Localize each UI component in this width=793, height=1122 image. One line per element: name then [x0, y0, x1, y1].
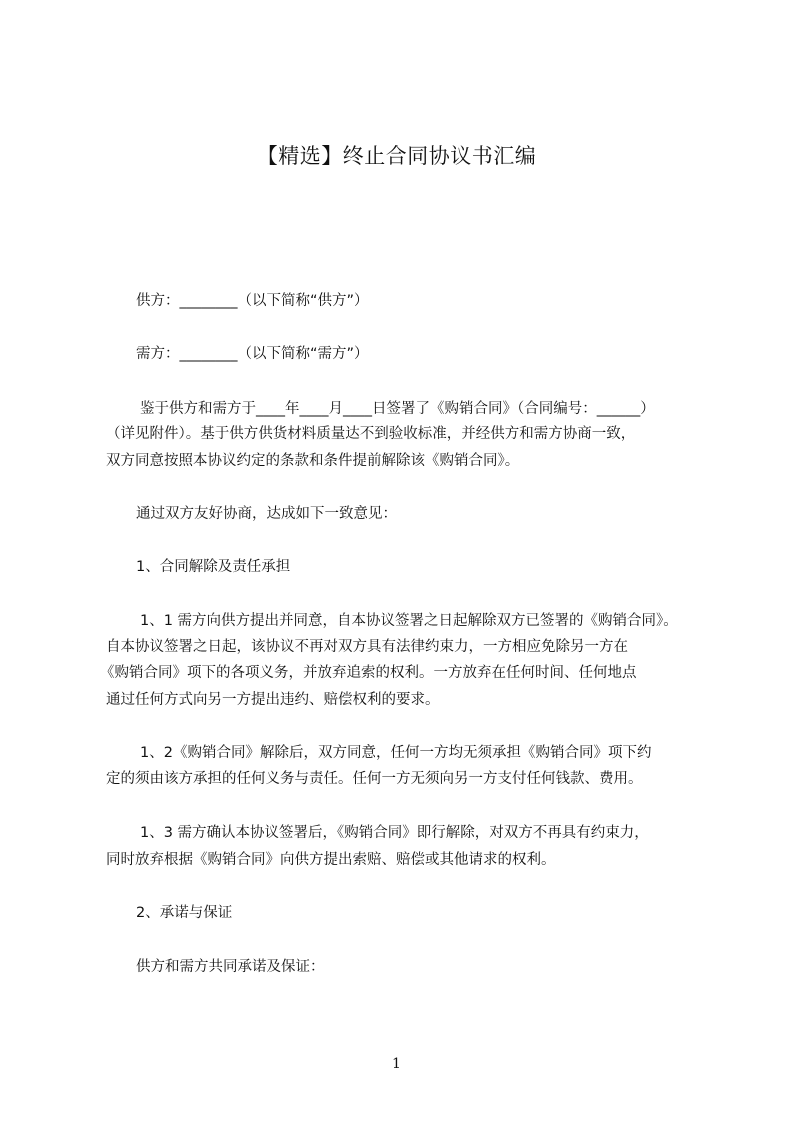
recital-line-3: 双方同意按照本协议约定的条款和条件提前解除该《购销合同》。	[106, 453, 520, 469]
clause-1-2-line-2: 定的须由该方承担的任何义务与责任。任何一方无须向另一方支付任何钱款、费用。	[106, 771, 643, 787]
recital-line-2: （详见附件）。基于供方供货材料质量达不到验收标准，并经供方和需方协商一致，	[106, 426, 636, 442]
section-2-heading: 2、承诺与保证	[136, 905, 233, 921]
clause-1-1-line-1: 1、1 需方向供方提出并同意，自本协议签署之日起解除双方已签署的《购销合同》。	[140, 613, 678, 629]
page-number: 1	[392, 1056, 401, 1072]
clause-1-3-line-1: 1、3 需方确认本协议签署后，《购销合同》即行解除，对双方不再具有约束力，	[140, 825, 649, 841]
clause-1-2-line-1: 1、2《购销合同》解除后，双方同意，任何一方均无须承担《购销合同》项下约	[140, 745, 652, 761]
document-title: 【精选】终止合同协议书汇编	[256, 144, 537, 168]
recital-line-1: 鉴于供方和需方于____年____月____日签署了《购销合同》（合同编号：______）	[140, 401, 655, 417]
party-buyer-line: 需方：________（以下简称“需方”）	[136, 346, 369, 362]
clause-1-1-line-2: 自本协议签署之日起，该协议不再对双方具有法律约束力，一方相应免除另一方在	[106, 639, 628, 655]
commitment-intro-line: 供方和需方共同承诺及保证：	[136, 959, 325, 975]
section-1-heading: 1、合同解除及责任承担	[136, 559, 291, 575]
party-supplier-line: 供方：________（以下简称“供方”）	[136, 293, 369, 309]
clause-1-1-line-3: 《购销合同》项下的各项义务，并放弃追索的权利。一方放弃在任何时间、任何地点	[100, 665, 637, 681]
clause-1-1-line-4: 通过任何方式向另一方提出违约、赔偿权利的要求。	[106, 692, 440, 708]
consensus-intro-line: 通过双方友好协商，达成如下一致意见：	[136, 506, 397, 522]
clause-1-3-line-2: 同时放弃根据《购销合同》向供方提出索赔、赔偿或其他请求的权利。	[106, 852, 556, 868]
